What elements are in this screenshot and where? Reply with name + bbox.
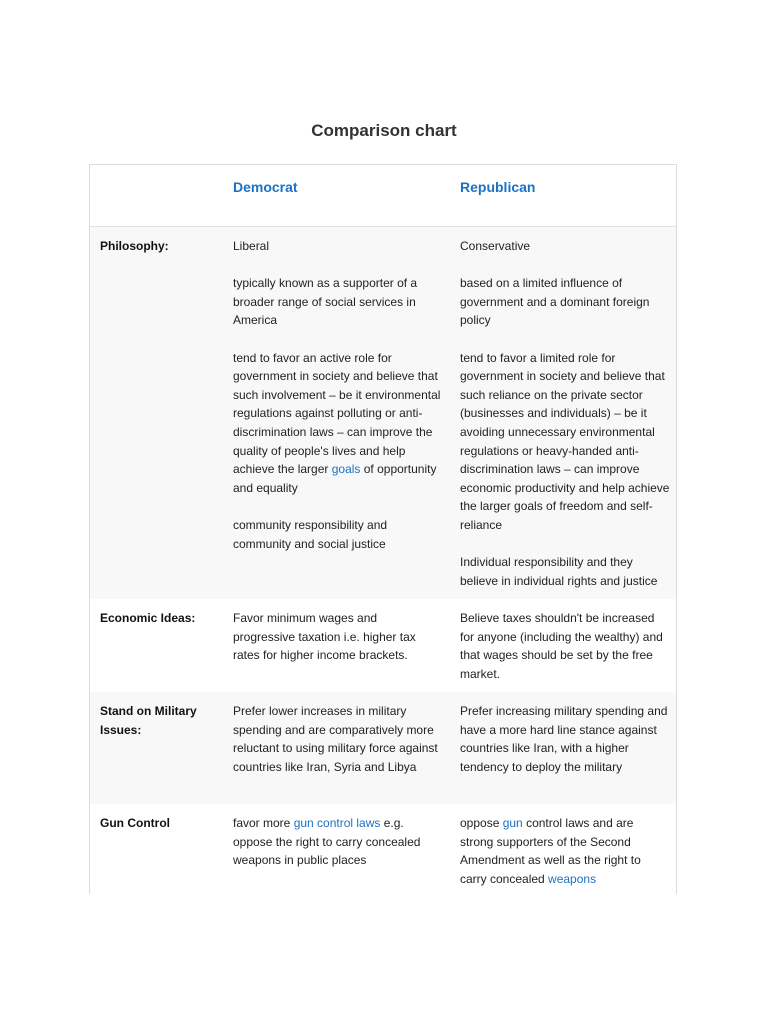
gun-control-laws-link[interactable]: gun control laws	[293, 816, 381, 830]
economic-republican-cell	[450, 599, 676, 692]
philosophy-democrat-cell	[223, 227, 450, 599]
philosophy-democrat-p3	[233, 349, 442, 498]
philosophy-democrat-p1: Liberal	[233, 239, 270, 253]
economic-democrat-text: Favor minimum wages and progressive taxation i.e. higher tax rates for higher income brackets.	[233, 611, 416, 663]
military-republican-cell	[450, 692, 676, 804]
gun-democrat-text-start: favor more	[233, 816, 294, 830]
table-row-philosophy	[90, 227, 676, 599]
header-republican[interactable]: Republican	[460, 179, 536, 195]
philosophy-republican-cell	[450, 227, 676, 599]
gun-democrat-text-end: e.g. oppose the right to carry concealed weapons in public places	[233, 816, 421, 868]
gun-republican-text	[460, 814, 670, 888]
military-democrat-cell	[223, 692, 450, 804]
comparison-table	[89, 164, 677, 894]
gun-democrat-cell	[223, 804, 450, 894]
philosophy-republican-p3: tend to favor a limited role for government in society and believe that such reliance on the private sector (businesses and individuals) – be it avoiding unnecessary environmental regulations or heavy-handed anti-discrimination laws – can improve economic productivity and help achieve the larger goals of freedom and self-reliance	[460, 350, 670, 532]
philosophy-democrat-p3-tail: of opportunity and equality	[233, 462, 437, 495]
philosophy-republican-p1: Conservative	[460, 239, 531, 253]
row-label-economic: Economic Ideas:	[100, 611, 196, 625]
table-row-military	[90, 692, 676, 804]
philosophy-republican-p4: Individual responsibility and they believe in individual rights and justice	[460, 555, 658, 588]
row-label-philosophy: Philosophy:	[100, 239, 169, 253]
weapons-link[interactable]: weapons	[548, 871, 597, 886]
gun-democrat-text	[233, 814, 442, 870]
page-title: Comparison chart	[311, 121, 457, 140]
gun-republican-cell	[450, 804, 676, 894]
philosophy-republican-p2: based on a limited influence of government and a dominant foreign policy	[460, 276, 650, 328]
row-label-gun-control: Gun Control	[100, 816, 170, 830]
economic-republican-text: Believe taxes shouldn't be increased for anyone (including the wealthy) and that wages should be set by the free market.	[460, 611, 663, 681]
row-label-military: Stand on Military Issues:	[100, 704, 197, 737]
military-democrat-text: Prefer lower increases in military spending and are comparatively more reluctant to using military force against countries like Iran, Syria and Libya	[233, 704, 438, 774]
philosophy-democrat-p4: community responsibility and community and social justice	[233, 517, 388, 551]
header-empty-cell	[90, 165, 223, 226]
economic-democrat-cell	[223, 599, 450, 692]
philosophy-democrat-p3-text: tend to favor an active role for government in society and believe that such involvement – be it environmental regulations against polluting or anti-discrimination laws – can improve the quality of people's lives and help achieve the larger	[233, 350, 441, 477]
gun-republican-text-middle: control laws and are strong supporters of the Second Amendment as well as the right to carry concealed	[460, 816, 641, 886]
philosophy-democrat-p2: typically known as a supporter of a broader range of social services in America	[233, 276, 418, 328]
table-header-row	[90, 165, 676, 227]
gun-republican-text-start: oppose	[460, 816, 503, 830]
header-democrat[interactable]: Democrat	[233, 179, 298, 195]
goals-link[interactable]: goals	[331, 462, 361, 477]
table-row-economic	[90, 599, 676, 692]
gun-link[interactable]: gun	[502, 816, 523, 830]
military-republican-text: Prefer increasing military spending and have a more hard line stance against countries like Iran, with a higher tendency to deploy the military	[460, 704, 668, 774]
table-row-gun-control	[90, 804, 676, 894]
